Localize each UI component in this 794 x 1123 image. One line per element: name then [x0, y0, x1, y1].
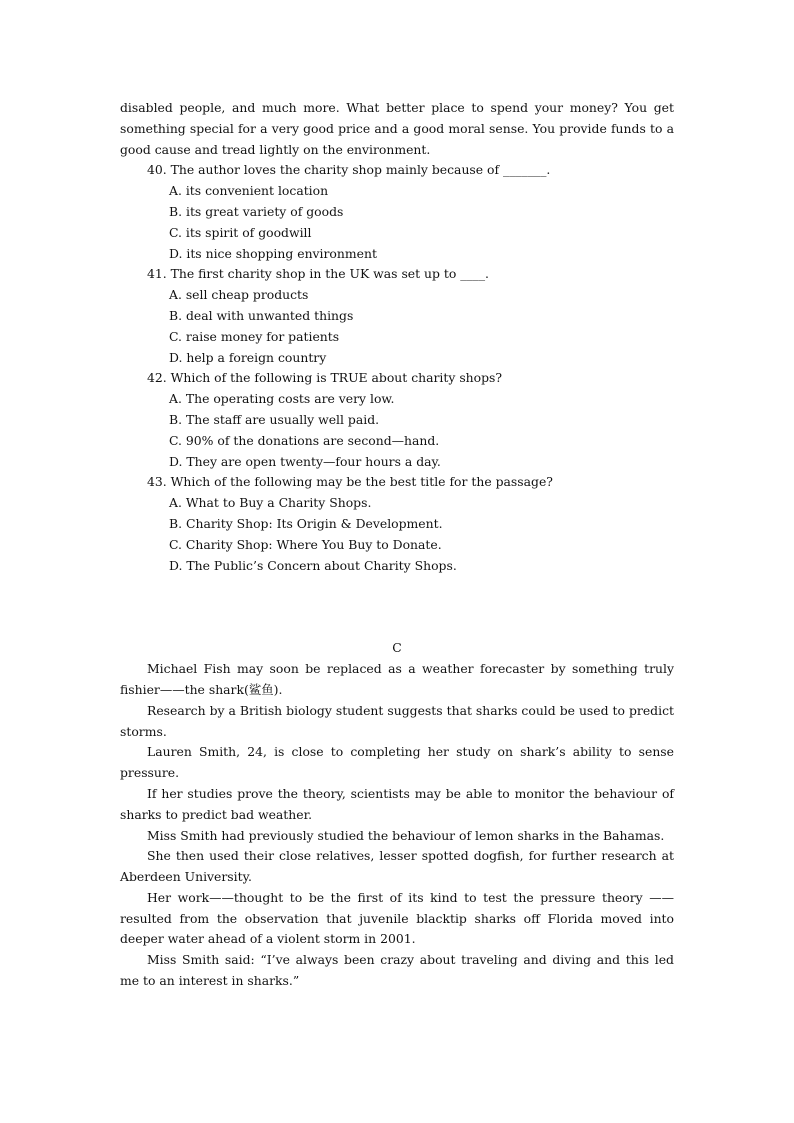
- paragraph: Lauren Smith, 24, is close to completing her study on shark’s ability to sense pressure.: [120, 744, 674, 781]
- option-d: D. its nice shopping environment: [169, 245, 377, 261]
- option-d: D. help a foreign country: [169, 349, 327, 365]
- option-c: C. Charity Shop: Where You Buy to Donate.: [169, 536, 442, 552]
- option-b: B. its great variety of goods: [169, 203, 344, 219]
- option-b: B. deal with unwanted things: [169, 307, 354, 323]
- question-42: [120, 368, 674, 472]
- document-page: [120, 98, 674, 992]
- question-stem: 43. Which of the following may be the best title for the passage?: [147, 474, 553, 490]
- question-43: [120, 472, 674, 576]
- paragraph: Research by a British biology student suggests that sharks could be used to predict storms.: [120, 702, 674, 739]
- question-stem: 42. Which of the following is TRUE about charity shops?: [147, 370, 503, 386]
- question-stem: 40. The author loves the charity shop mainly because of _______.: [147, 162, 551, 178]
- option-c: C. raise money for patients: [169, 328, 340, 344]
- section-heading: C: [392, 640, 402, 656]
- section-spacer: [120, 576, 674, 638]
- intro-paragraph: disabled people, and much more. What better place to spend your money? You get something special for a very good price and a good moral sense. You provide funds to a good cause and tread lightly on the environment.: [120, 100, 674, 157]
- question-stem: 41. The first charity shop in the UK was set up to ____.: [147, 266, 490, 282]
- option-a: A. sell cheap products: [169, 287, 309, 303]
- section-c-body: [120, 659, 674, 992]
- option-d: D. The Public’s Concern about Charity Shops.: [169, 557, 457, 573]
- paragraph: She then used their close relatives, lesser spotted dogfish, for further research at Aberdeen University.: [120, 848, 674, 885]
- option-c: C. 90% of the donations are second—hand.: [169, 432, 440, 448]
- option-d: D. They are open twenty—four hours a day.: [169, 453, 441, 469]
- option-a: A. its convenient location: [169, 183, 329, 199]
- question-41: [120, 264, 674, 368]
- question-40: [120, 160, 674, 264]
- option-a: A. What to Buy a Charity Shops.: [169, 495, 372, 511]
- option-b: B. Charity Shop: Its Origin & Development.: [169, 515, 443, 531]
- option-b: B. The staff are usually well paid.: [169, 411, 380, 427]
- paragraph: Michael Fish may soon be replaced as a weather forecaster by something truly fishier——the shark(鲨鱼).: [120, 661, 674, 697]
- paragraph: Miss Smith said: “I’ve always been crazy about traveling and diving and this led me to an interest in sharks.”: [120, 952, 674, 989]
- option-a: A. The operating costs are very low.: [169, 391, 395, 407]
- paragraph: Her work——thought to be the first of its kind to test the pressure theory —— resulted from the observation that juvenile blacktip sharks off Florida moved into deeper water ahead of a violent storm in 2001.: [120, 889, 674, 947]
- paragraph: Miss Smith had previously studied the behaviour of lemon sharks in the Bahamas.: [147, 827, 665, 843]
- paragraph: If her studies prove the theory, scientists may be able to monitor the behaviour of sharks to predict bad weather.: [120, 785, 674, 822]
- option-c: C. its spirit of goodwill: [169, 224, 312, 240]
